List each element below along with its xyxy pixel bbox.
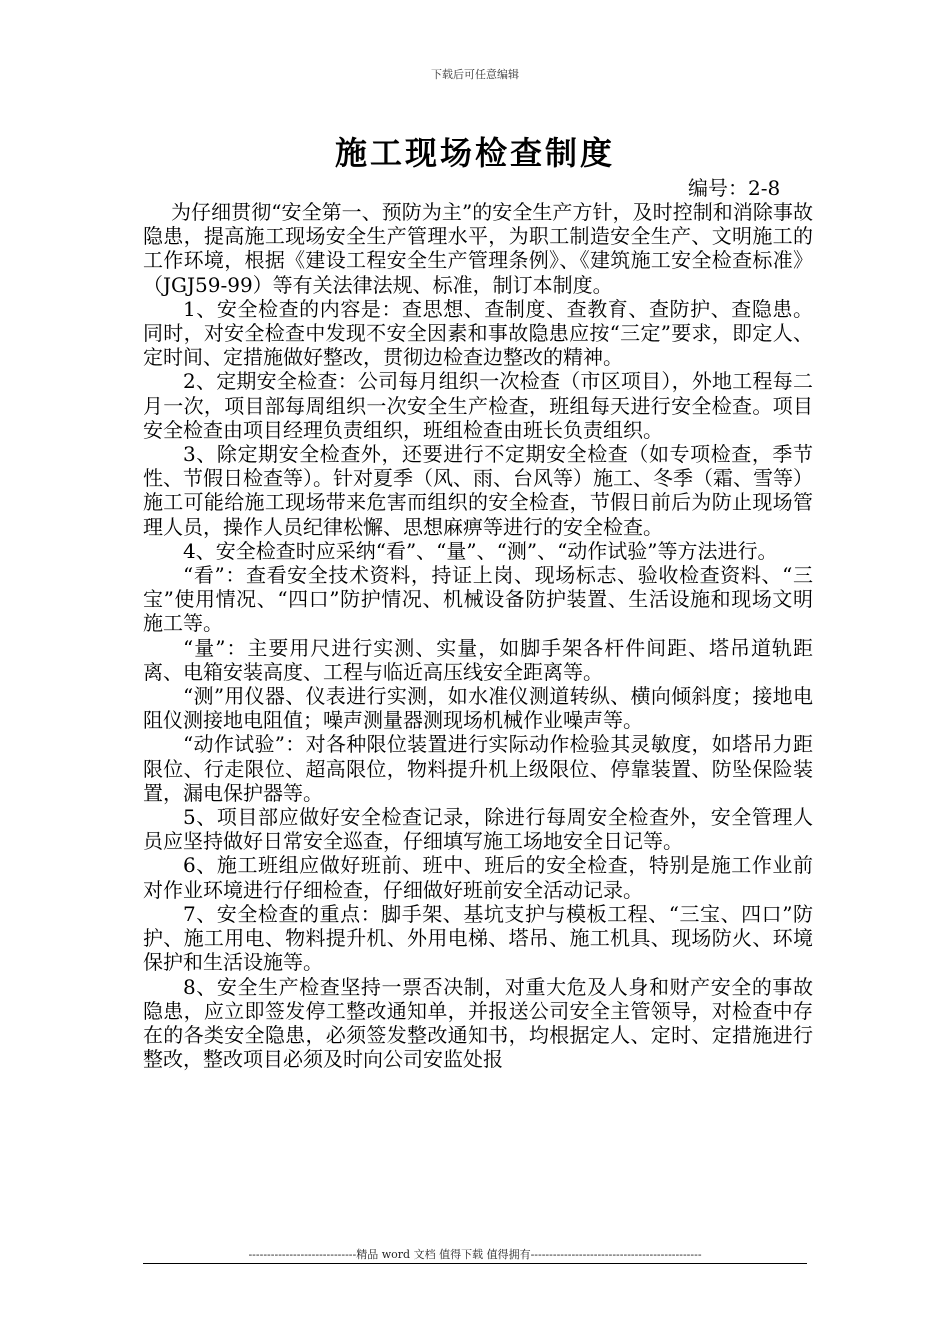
footer-note: -----------------------------精品 word 文档 值得下载 值得拥有---------------------------------------------- [248, 1248, 702, 1261]
paragraph-periodic-inspection: 2、定期安全检查：公司每月组织一次检查（市区项目），外地工程每二月一次，项目部每周组织一次安全生产检查，班组每天进行安全检查。项目安全检查由项目经理负责组织，班组检查由班长负责组织。 [143, 369, 813, 442]
document-title: 施工现场检查制度 [334, 134, 615, 172]
paragraph-irregular-inspection: 3、除定期安全检查外，还要进行不定期安全检查（如专项检查，季节性、节假日检查等）。针对夏季（风、雨、台风等）施工、冬季（霜、雪等）施工可能给施工现场带来危害而组织的安全检查，节假日前后为防止现场管理人员，操作人员纪律松懈、思想麻痹等进行的安全检查。 [143, 442, 813, 539]
paragraph-inspection-content: 1、安全检查的内容是：查思想、查制度、查教育、查防护、查隐患。同时，对安全检查中发现不安全因素和事故隐患应按“三定”要求，即定人、定时间、定措施做好整改，贯彻边检查边整改的精神。 [143, 296, 813, 370]
intro-paragraph: 为仔细贯彻“安全第一、预防为主”的安全生产方针，及时控制和消除事故隐患，提高施工现场安全生产管理水平，为职工制造安全生产、文明施工的工作环境，根据《建设工程安全生产管理条例》、《建筑施工安全检查标准》（JGJ59-99）等有关法律法规、标准，制订本制度。 [143, 200, 813, 297]
paragraph-veto-system: 8、安全生产检查坚持一票否决制，对重大危及人身和财产安全的事故隐患，应立即签发停工整改通知单，并报送公司安全主管领导，对检查中存在的各类安全隐患，必须签发整改通知书，均根据定人、定时、定措施进行整改，整改项目必须及时向公司安监处报 [143, 974, 813, 1072]
paragraph-method-measure: “量”：主要用尺进行实测、实量，如脚手架各杆件间距、塔吊道轨距离、电箱安装高度、工程与临近高压线安全距离等。 [143, 635, 813, 684]
header-note: 下载后可任意编辑 [431, 68, 519, 81]
document-body [143, 200, 813, 1071]
paragraph-team-inspection: 6、施工班组应做好班前、班中、班后的安全检查，特别是施工作业前对作业环境进行仔细检查，仔细做好班前安全活动记录。 [143, 853, 813, 902]
document-number: 编号：2-8 [688, 176, 781, 200]
paragraph-method-action-test: “动作试验”：对各种限位装置进行实际动作检验其灵敏度，如塔吊力距限位、行走限位、超高限位，物料提升机上级限位、停靠装置、防坠保险装置，漏电保护器等。 [143, 732, 813, 805]
paragraph-inspection-records: 5、项目部应做好安全检查记录，除进行每周安全检查外，安全管理人员应坚持做好日常安全巡查，仔细填写施工场地安全日记等。 [143, 805, 813, 854]
paragraph-method-look: “看”：查看安全技术资料，持证上岗、现场标志、验收检查资料、“三宝”使用情况、“四口”防护情况、机械设备防护装置、生活设施和现场文明施工等。 [143, 563, 813, 636]
paragraph-method-test: “测”用仪器、仪表进行实测，如水准仪测道转纵、横向倾斜度；接地电阻仪测接地电阻值；噪声测量器测现场机械作业噪声等。 [143, 684, 813, 733]
paragraph-inspection-methods: 4、安全检查时应采纳“看”、“量”、“测”、“动作试验”等方法进行。 [183, 538, 778, 563]
footer-divider [143, 1263, 807, 1264]
paragraph-inspection-focus: 7、安全检查的重点：脚手架、基坑支护与模板工程、“三宝、四口”防护、施工用电、物料提升机、外用电梯、塔吊、施工机具、现场防火、环境保护和生活设施等。 [143, 901, 813, 975]
